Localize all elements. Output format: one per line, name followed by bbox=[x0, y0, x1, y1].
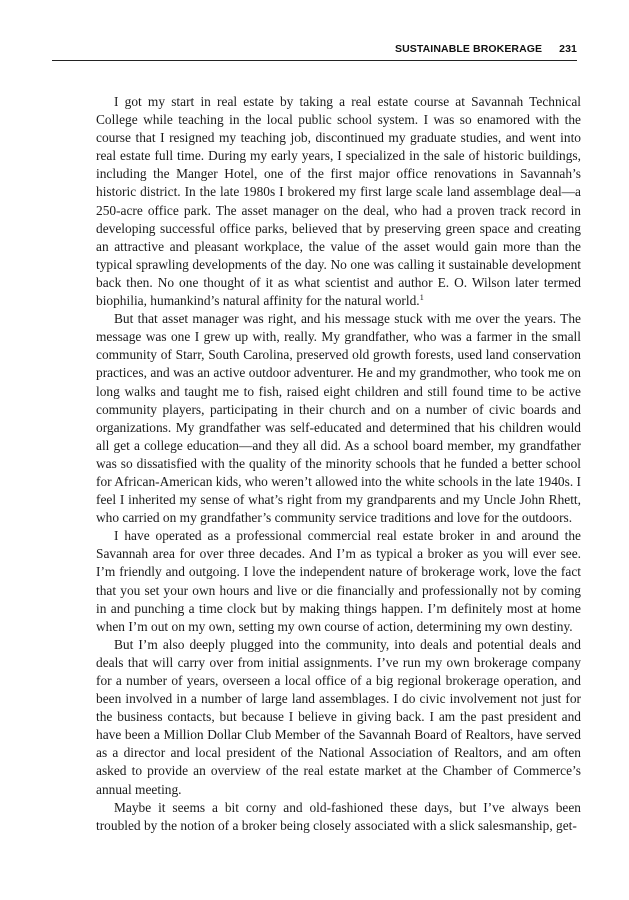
paragraph: But that asset manager was right, and his message stuck with me over the years. The message was one I grew up with, really. My grandfather, who was a farmer in the small community of Starr, South Carolina, preserved old growth forests, used land conservation practices, and was an active outdoor adventurer. He and my grandmother, who took me on long walks and taught me to fish, raised eight children and still found time to be active community players, participating in their church and on a number of civic boards and organizations. My grandfather was self-educated and determined that his children would all get a college education—and they all did. As a school board member, my grandfather was so dissatisfied with the quality of the minority schools that he funded a better school for African-American kids, who weren’t allowed into the white schools in the late 1940s. I feel I inherited my sense of what’s right from my grandparents and my Uncle John Rhett, who carried on my grandfather’s community service traditions and love for the outdoors. bbox=[96, 311, 581, 526]
paragraph: I have operated as a professional commercial real estate broker in and around the Savannah area for over three decades. And I’m as typical a broker as you will ever see. I’m friendly and outgoing. I love the independent nature of brokerage work, love the fact that you set your own hours and live or die financially and professionally not by coming in and punching a time clock but by making things happen. I’m definitely most at home when I’m out on my own, setting my own course of action, determining my own destiny. bbox=[96, 528, 581, 634]
running-head-title: SUSTAINABLE BROKERAGE bbox=[395, 43, 543, 55]
paragraph: Maybe it seems a bit corny and old-fashioned these days, but I’ve always been troubled by the notion of a broker being closely associated with a slick salesmanship, get- bbox=[96, 799, 581, 833]
page-number: 231 bbox=[559, 43, 577, 55]
paragraph: But I’m also deeply plugged into the community, into deals and potential deals and deals that will carry over from initial assignments. I’ve run my own brokerage company for a number of years, overseen a local office of a big regional brokerage operation, and been involved in a number of large land assemblages. I do civic involvement not just for the business contacts, but because I believe in giving back. I am the past president and have been a Million Dollar Club Member of the Savannah Board of Realtors, have served as a director and local president of the National Association of Realtors, and am often asked to provide an overview of the real estate market at the Chamber of Commerce’s annual meeting. bbox=[96, 636, 581, 797]
running-head bbox=[52, 43, 577, 59]
footnote-marker: 1 bbox=[419, 292, 424, 303]
paragraph: I got my start in real estate by taking a real estate course at Savannah Technical College while teaching in the local public school system. I was so enamored with the course that I resigned my teaching job, discontinued my graduate studies, and went into real estate full time. During my early years, I specialized in the sale of historic buildings, including the Manger Hotel, one of the first major office renovations in Savannah’s historic district. In the late 1980s I brokered my first large scale land assemblage deal—a 250-acre office park. The asset manager on the deal, who had a proven track record in developing successful office parks, believed that by preserving green space and creating an attractive and pleasant workplace, the value of the asset would gain more than the typical sprawling developments of the day. No one was calling it sustainable development back then. No one thought of it as what scientist and author E. O. Wilson later termed biophilia, humankind’s natural affinity for the natural world.$^1$ bbox=[96, 94, 581, 309]
body-text bbox=[96, 93, 581, 835]
header-rule bbox=[52, 60, 577, 61]
